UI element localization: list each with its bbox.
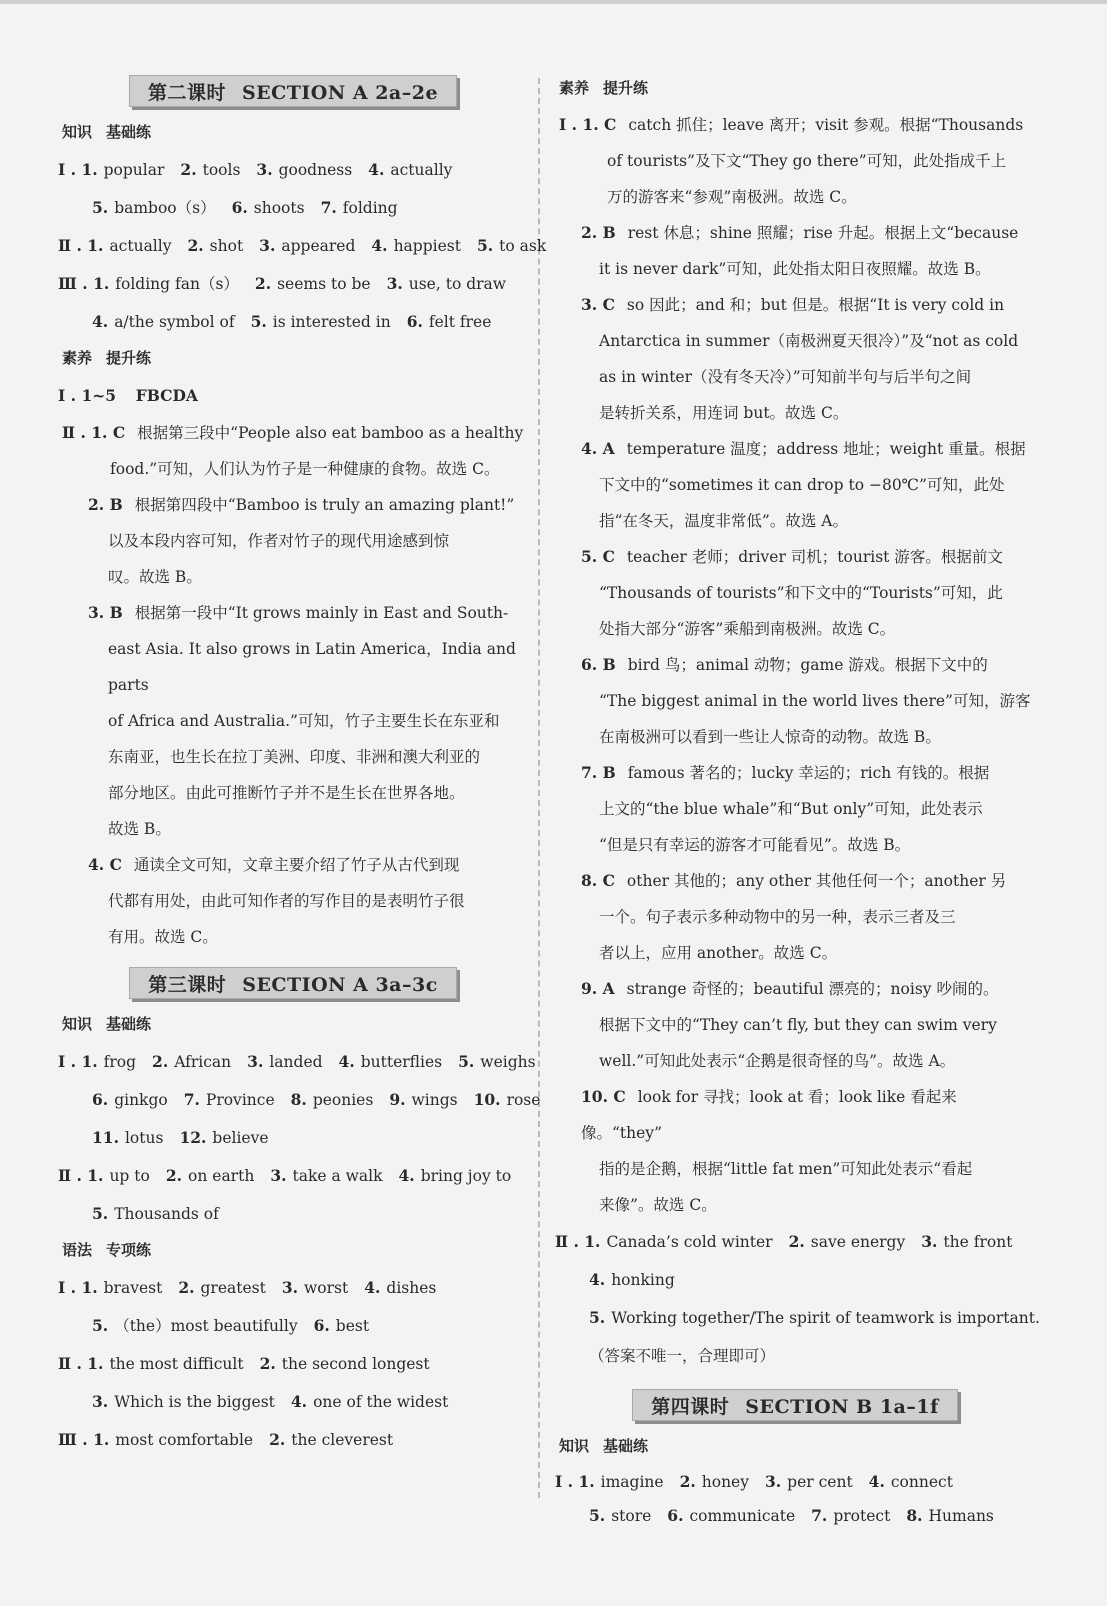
sub-b: 提升练	[603, 79, 649, 97]
answer-line	[58, 227, 547, 265]
item-label: 4.	[92, 312, 109, 331]
item-answer: worst	[304, 1279, 349, 1297]
item-label: Ⅰ . 1.	[555, 1472, 595, 1491]
para-line: of Africa and Australia.”可知，竹子主要生长在东亚和	[108, 712, 500, 730]
item-label: 5.	[589, 1308, 606, 1327]
item-answer: protect	[833, 1507, 891, 1525]
item-answer: a/the symbol of	[114, 313, 235, 331]
item-label: 8. C	[581, 871, 615, 890]
item-answer: connect	[890, 1473, 953, 1491]
item-label: 6.	[231, 198, 248, 217]
explanation-item	[555, 971, 1035, 1079]
para-line: 来像”。故选 C。	[599, 1196, 717, 1214]
subsection-zhishi	[62, 1013, 528, 1035]
para-line: 指的是企鹅，根据“little fat men”可知此处表示“看起	[599, 1160, 973, 1178]
item-answer: lotus	[124, 1129, 164, 1147]
item-answer: African	[174, 1053, 232, 1071]
item-label: 5.	[589, 1506, 606, 1525]
item-label: 2.	[165, 1166, 183, 1185]
item-answer: ginkgo	[114, 1091, 168, 1109]
item-label: Ⅰ . 1.	[58, 160, 98, 179]
para-line: as in winter（没有冬天冷）”可知前半句与后半句之间	[599, 368, 972, 386]
answer-note	[555, 1337, 1035, 1375]
sub-b: 基础练	[106, 123, 152, 141]
item-label: 9.	[389, 1090, 406, 1109]
item-answer: landed	[269, 1053, 323, 1071]
lesson3-header-wrap	[58, 967, 528, 1007]
explanation-item	[555, 1079, 1035, 1223]
item-answer: wings	[411, 1091, 458, 1109]
item-label: 5.	[476, 236, 494, 255]
item-label: 4.	[398, 1166, 415, 1185]
explanation-item	[555, 755, 1035, 863]
item-label: 5. C	[581, 547, 615, 566]
item-answer: folding	[342, 199, 398, 217]
answer-line	[555, 1499, 1035, 1533]
explanation-item	[555, 647, 1035, 755]
item-label: 6. B	[581, 655, 616, 674]
item-label: 4.	[589, 1270, 606, 1289]
answer-line	[555, 1223, 1035, 1261]
item-label: Ⅰ . 1.	[58, 1278, 98, 1297]
para-line	[555, 431, 1035, 467]
item-label: 3. C	[581, 295, 615, 314]
item-label: 4.	[364, 1278, 381, 1297]
item-answer: the most difficult	[109, 1355, 244, 1373]
item-label: 9. A	[581, 979, 615, 998]
item-answer: Humans	[928, 1507, 994, 1525]
para-line: 一个。句子表示多种动物中的另一种，表示三者及三	[599, 908, 956, 926]
answer-line	[58, 1307, 528, 1345]
sub-a: 素养	[559, 79, 590, 97]
para-line: well.”可知此处表示“企鹅是很奇怪的鸟”。故选 A。	[599, 1052, 956, 1070]
right-column	[555, 75, 1040, 1533]
item-label: 7.	[183, 1090, 200, 1109]
item-answer: the second longest	[281, 1355, 430, 1373]
item-label: 4.	[868, 1472, 885, 1491]
para-line: food.”可知，人们认为竹子是一种健康的食物。故选 C。	[110, 460, 500, 478]
answer-line	[555, 1299, 1040, 1337]
lesson2-header-wrap	[58, 75, 528, 115]
para-line	[555, 863, 1035, 899]
item-label: 3.	[256, 160, 273, 179]
item-answer: is interested in	[272, 313, 391, 331]
item-answer: most comfortable	[115, 1431, 254, 1449]
para-line	[555, 971, 1035, 1007]
item-answer: communicate	[689, 1507, 796, 1525]
item-label: 2.	[679, 1472, 696, 1491]
para-line	[555, 539, 1035, 575]
item-label: 2.	[180, 160, 197, 179]
item-answer: folding fan（s）	[115, 275, 239, 293]
item-answer: Thousands of	[114, 1205, 219, 1223]
para-text: famous 著名的；lucky 幸运的；rich 有钱的。根据	[627, 764, 990, 782]
item-answer: peonies	[312, 1091, 374, 1109]
para-line: 在南极洲可以看到一些让人惊奇的动物。故选 B。	[599, 728, 941, 746]
item-answer: bamboo（s）	[114, 199, 216, 217]
para-line: 指“在冬天，温度非常低”。故选 A。	[599, 512, 848, 530]
explanation-item	[555, 431, 1035, 539]
item-answer: Working together/The spirit of teamwork is important.	[611, 1309, 1040, 1327]
item-label: Ⅰ . 1~5	[58, 386, 116, 405]
item-answer: popular	[103, 161, 165, 179]
item-answer: tools	[202, 161, 241, 179]
explanation-item	[58, 487, 528, 595]
item-label: Ⅱ . 1.	[58, 1166, 104, 1185]
para-line: 有用。故选 C。	[108, 928, 218, 946]
para-text: temperature 温度；address 地址；weight 重量。根据	[626, 440, 1026, 458]
item-answer: use, to draw	[408, 275, 507, 293]
item-label: 2.	[178, 1278, 195, 1297]
para-text: 根据第一段中“It grows mainly in East and South-	[134, 604, 509, 622]
item-answer: shot	[209, 237, 244, 255]
lesson-cn: 第四课时	[651, 1396, 730, 1418]
column-divider	[538, 78, 540, 1498]
item-answer: butterflies	[360, 1053, 443, 1071]
item-answer: frog	[103, 1053, 137, 1071]
item-label: 2.	[187, 236, 204, 255]
item-label: 5.	[250, 312, 267, 331]
para-line	[58, 595, 528, 631]
para-line: 根据下文中的“They can’t fly, but they can swim very	[599, 1016, 997, 1034]
item-answer: honey	[701, 1473, 749, 1491]
item-label: 4.	[368, 160, 385, 179]
item-label: 3.	[259, 236, 276, 255]
item-answer: （the）most beautifully	[114, 1317, 298, 1335]
item-answer: bravest	[103, 1279, 163, 1297]
item-answer: felt free	[428, 313, 492, 331]
item-label: 4.	[338, 1052, 355, 1071]
item-answer: per cent	[787, 1473, 853, 1491]
para-line	[58, 415, 528, 451]
item-label: 3.	[281, 1278, 299, 1297]
item-label: 2.	[152, 1052, 169, 1071]
lesson-en: SECTION B 1a–1f	[745, 1396, 939, 1418]
item-answer: Province	[205, 1091, 275, 1109]
answer-line	[58, 303, 528, 341]
para-text: other 其他的；any other 其他任何一个；another 另	[626, 872, 1007, 890]
left-column	[58, 75, 547, 1459]
para-line: east Asia. It also grows in Latin America，India and parts	[108, 640, 516, 694]
item-label: 3.	[764, 1472, 782, 1491]
item-answer: appeared	[281, 237, 356, 255]
item-answer: store	[611, 1507, 652, 1525]
item-label: 11.	[92, 1128, 119, 1147]
para-line: 处指大部分“游客”乘船到南极洲。故选 C。	[599, 620, 896, 638]
para-line: “Thousands of tourists”和下文中的“Tourists”可知，此	[599, 584, 1003, 602]
item-label: 2.	[259, 1354, 276, 1373]
item-label: Ⅲ . 1.	[58, 1430, 110, 1449]
answer-line	[58, 151, 528, 189]
sub-a: 语法	[62, 1241, 93, 1259]
answer-line	[555, 1261, 1035, 1299]
subsection-yufa	[62, 1239, 528, 1261]
para-line: 万的游客来“参观”南极洲。故选 C。	[607, 188, 857, 206]
top-edge	[0, 0, 1107, 4]
answer-line	[555, 1465, 1035, 1499]
para-text: 根据第三段中“People also eat bamboo as a healthy	[137, 424, 524, 442]
item-label: 4.	[290, 1392, 308, 1411]
sub-a: 知识	[62, 123, 93, 141]
item-label: 2. B	[88, 495, 123, 514]
item-label: 5.	[458, 1052, 475, 1071]
item-label: 2.	[788, 1232, 805, 1251]
para-text: 通读全文可知，文章主要介绍了竹子从古代到现	[133, 856, 460, 874]
para-line: 上文的“the blue whale”和“But only”可知，此处表示	[599, 800, 983, 818]
para-text: look for 寻找；look at 看；look like 看起来像。“they”	[581, 1088, 957, 1142]
subsection-suyang	[559, 77, 1035, 99]
subsection-zhishi	[62, 121, 528, 143]
sub-b: 基础练	[603, 1437, 649, 1455]
item-answer: best	[335, 1317, 370, 1335]
answer-line	[58, 1383, 528, 1421]
item-label: 4. A	[581, 439, 615, 458]
item-answer: greatest	[200, 1279, 266, 1297]
para-text: rest 休息；shine 照耀；rise 升起。根据上文“because	[627, 224, 1019, 242]
answer-line	[58, 377, 528, 415]
answer-line	[58, 1043, 536, 1081]
item-label: Ⅲ . 1.	[58, 274, 110, 293]
para-line: “但是只有幸运的游客才可能看见”。故选 B。	[599, 836, 911, 854]
para-text: strange 奇怪的；beautiful 漂亮的；noisy 吵闹的。	[626, 980, 999, 998]
item-label: 6.	[313, 1316, 330, 1335]
item-label: 10. C	[581, 1087, 626, 1106]
sub-b: 基础练	[106, 1015, 152, 1033]
item-label: Ⅰ . 1. C	[559, 115, 617, 134]
item-label: Ⅱ . 1.	[58, 1354, 104, 1373]
para-text: catch 抓住；leave 离开；visit 参观。根据“Thousands	[628, 116, 1024, 134]
item-answer: take a walk	[292, 1167, 383, 1185]
para-line: it is never dark”可知，此处指太阳日夜照耀。故选 B。	[599, 260, 991, 278]
item-answer: shoots	[253, 199, 305, 217]
para-text: teacher 老师；driver 司机；tourist 游客。根据前文	[626, 548, 1003, 566]
lesson-en: SECTION A 2a–2e	[241, 82, 439, 104]
sub-a: 知识	[62, 1015, 93, 1033]
item-label: 4. C	[88, 855, 122, 874]
explanation-item	[555, 107, 1035, 215]
explanation-item	[58, 415, 528, 487]
item-answer: happiest	[393, 237, 461, 255]
item-value: FBCDA	[135, 386, 198, 405]
para-text: so 因此；and 和；but 但是。根据“It is very cold in	[626, 296, 1005, 314]
answer-line	[58, 1421, 528, 1459]
item-label: Ⅱ . 1.	[555, 1232, 601, 1251]
para-line	[555, 215, 1035, 251]
item-answer: save energy	[810, 1233, 906, 1251]
item-label: 6.	[406, 312, 423, 331]
item-label: Ⅰ . 1.	[58, 1052, 98, 1071]
item-label: Ⅱ . 1. C	[62, 423, 126, 442]
para-line: 叹。故选 B。	[108, 568, 202, 586]
item-label: 3. B	[88, 603, 123, 622]
para-line: 者以上，应用 another。故选 C。	[599, 944, 838, 962]
lesson4-header	[632, 1389, 958, 1421]
item-answer: Which is the biggest	[114, 1393, 275, 1411]
item-label: 2. B	[581, 223, 616, 242]
para-line	[555, 1079, 1035, 1151]
para-line: Antarctica in summer（南极洲夏天很冷）”及“not as cold	[599, 332, 1019, 350]
item-label: 12.	[179, 1128, 207, 1147]
para-line: 故选 B。	[108, 820, 171, 838]
para-text: 根据第四段中“Bamboo is truly an amazing plant!”	[134, 496, 515, 514]
item-answer: to ask	[499, 237, 547, 255]
note-text: （答案不唯一，合理即可）	[589, 1347, 776, 1365]
lesson3-header	[129, 967, 457, 999]
item-label: 6.	[92, 1090, 109, 1109]
sub-b: 提升练	[106, 349, 152, 367]
answer-line	[58, 1195, 528, 1233]
item-answer: dishes	[386, 1279, 437, 1297]
item-label: 10.	[473, 1090, 501, 1109]
lesson2-header	[129, 75, 457, 107]
para-line: 以及本段内容可知，作者对竹子的现代用途感到惊	[108, 532, 450, 550]
para-line: 东南亚，也生长在拉丁美洲、印度、非洲和澳大利亚的	[108, 748, 481, 766]
item-answer: the cleverest	[291, 1431, 394, 1449]
item-label: 8.	[906, 1506, 923, 1525]
item-answer: rose	[506, 1091, 541, 1109]
answer-line	[58, 1157, 528, 1195]
answer-line	[58, 1081, 541, 1119]
para-line: of tourists”及下文“They go there”可知，此处指成千上	[607, 152, 1007, 170]
item-answer: Canada’s cold winter	[606, 1233, 773, 1251]
item-label: 7. B	[581, 763, 616, 782]
item-answer: on earth	[188, 1167, 255, 1185]
item-answer: goodness	[278, 161, 353, 179]
lesson-cn: 第二课时	[147, 82, 226, 104]
para-line: 代都有用处，由此可知作者的写作目的是表明竹子很	[108, 892, 465, 910]
item-answer: the front	[943, 1233, 1013, 1251]
para-line	[555, 755, 1035, 791]
sub-a: 知识	[559, 1437, 590, 1455]
item-answer: imagine	[600, 1473, 664, 1491]
item-answer: bring joy to	[420, 1167, 512, 1185]
item-answer: up to	[109, 1167, 150, 1185]
para-text: bird 鸟；animal 动物；game 游戏。根据下文中的	[627, 656, 988, 674]
explanation-item	[555, 863, 1035, 971]
para-line	[58, 487, 528, 523]
subsection-zhishi	[559, 1435, 1035, 1457]
item-label: 4.	[371, 236, 388, 255]
para-line	[555, 647, 1035, 683]
item-answer: seems to be	[277, 275, 371, 293]
item-answer: actually	[390, 161, 453, 179]
item-answer: actually	[109, 237, 172, 255]
item-label: 2.	[254, 274, 272, 293]
item-label: 5.	[92, 1316, 109, 1335]
explanation-item	[555, 539, 1035, 647]
item-label: 7.	[811, 1506, 828, 1525]
para-line: 是转折关系，用连词 but。故选 C。	[599, 404, 849, 422]
item-label: 5.	[92, 198, 109, 217]
item-label: Ⅱ . 1.	[58, 236, 104, 255]
explanation-item	[58, 847, 528, 955]
subsection-suyang	[62, 347, 528, 369]
para-line	[58, 847, 528, 883]
sub-a: 素养	[62, 349, 93, 367]
para-line: “The biggest animal in the world lives there”可知，游客	[599, 692, 1031, 710]
item-label: 3.	[386, 274, 403, 293]
lesson-en: SECTION A 3a–3c	[242, 974, 438, 996]
answer-line	[58, 1269, 528, 1307]
item-label: 5.	[92, 1204, 109, 1223]
explanation-item	[555, 287, 1035, 431]
item-label: 3.	[921, 1232, 938, 1251]
item-label: 7.	[320, 198, 337, 217]
explanation-item	[555, 215, 1035, 287]
item-label: 6.	[667, 1506, 684, 1525]
para-line	[555, 287, 1035, 323]
answer-line	[58, 189, 528, 227]
lesson4-header-wrap	[555, 1389, 1035, 1429]
item-answer: weighs	[480, 1053, 536, 1071]
answer-line	[58, 1119, 528, 1157]
answer-line	[58, 265, 528, 303]
para-line: 部分地区。由此可推断竹子并不是生长在世界各地。	[108, 784, 465, 802]
item-answer: honking	[611, 1271, 675, 1289]
item-label: 3.	[92, 1392, 109, 1411]
item-label: 3.	[247, 1052, 264, 1071]
sub-b: 专项练	[106, 1241, 152, 1259]
para-line: 下文中的“sometimes it can drop to −80℃”可知，此处	[599, 476, 1005, 494]
para-line	[555, 107, 1035, 143]
explanation-item	[58, 595, 528, 847]
item-answer: one of the widest	[313, 1393, 449, 1411]
answer-line	[58, 1345, 528, 1383]
item-label: 8.	[290, 1090, 307, 1109]
lesson-cn: 第三课时	[148, 974, 227, 996]
item-label: 2.	[269, 1430, 286, 1449]
item-answer: believe	[212, 1129, 269, 1147]
item-label: 3.	[270, 1166, 287, 1185]
